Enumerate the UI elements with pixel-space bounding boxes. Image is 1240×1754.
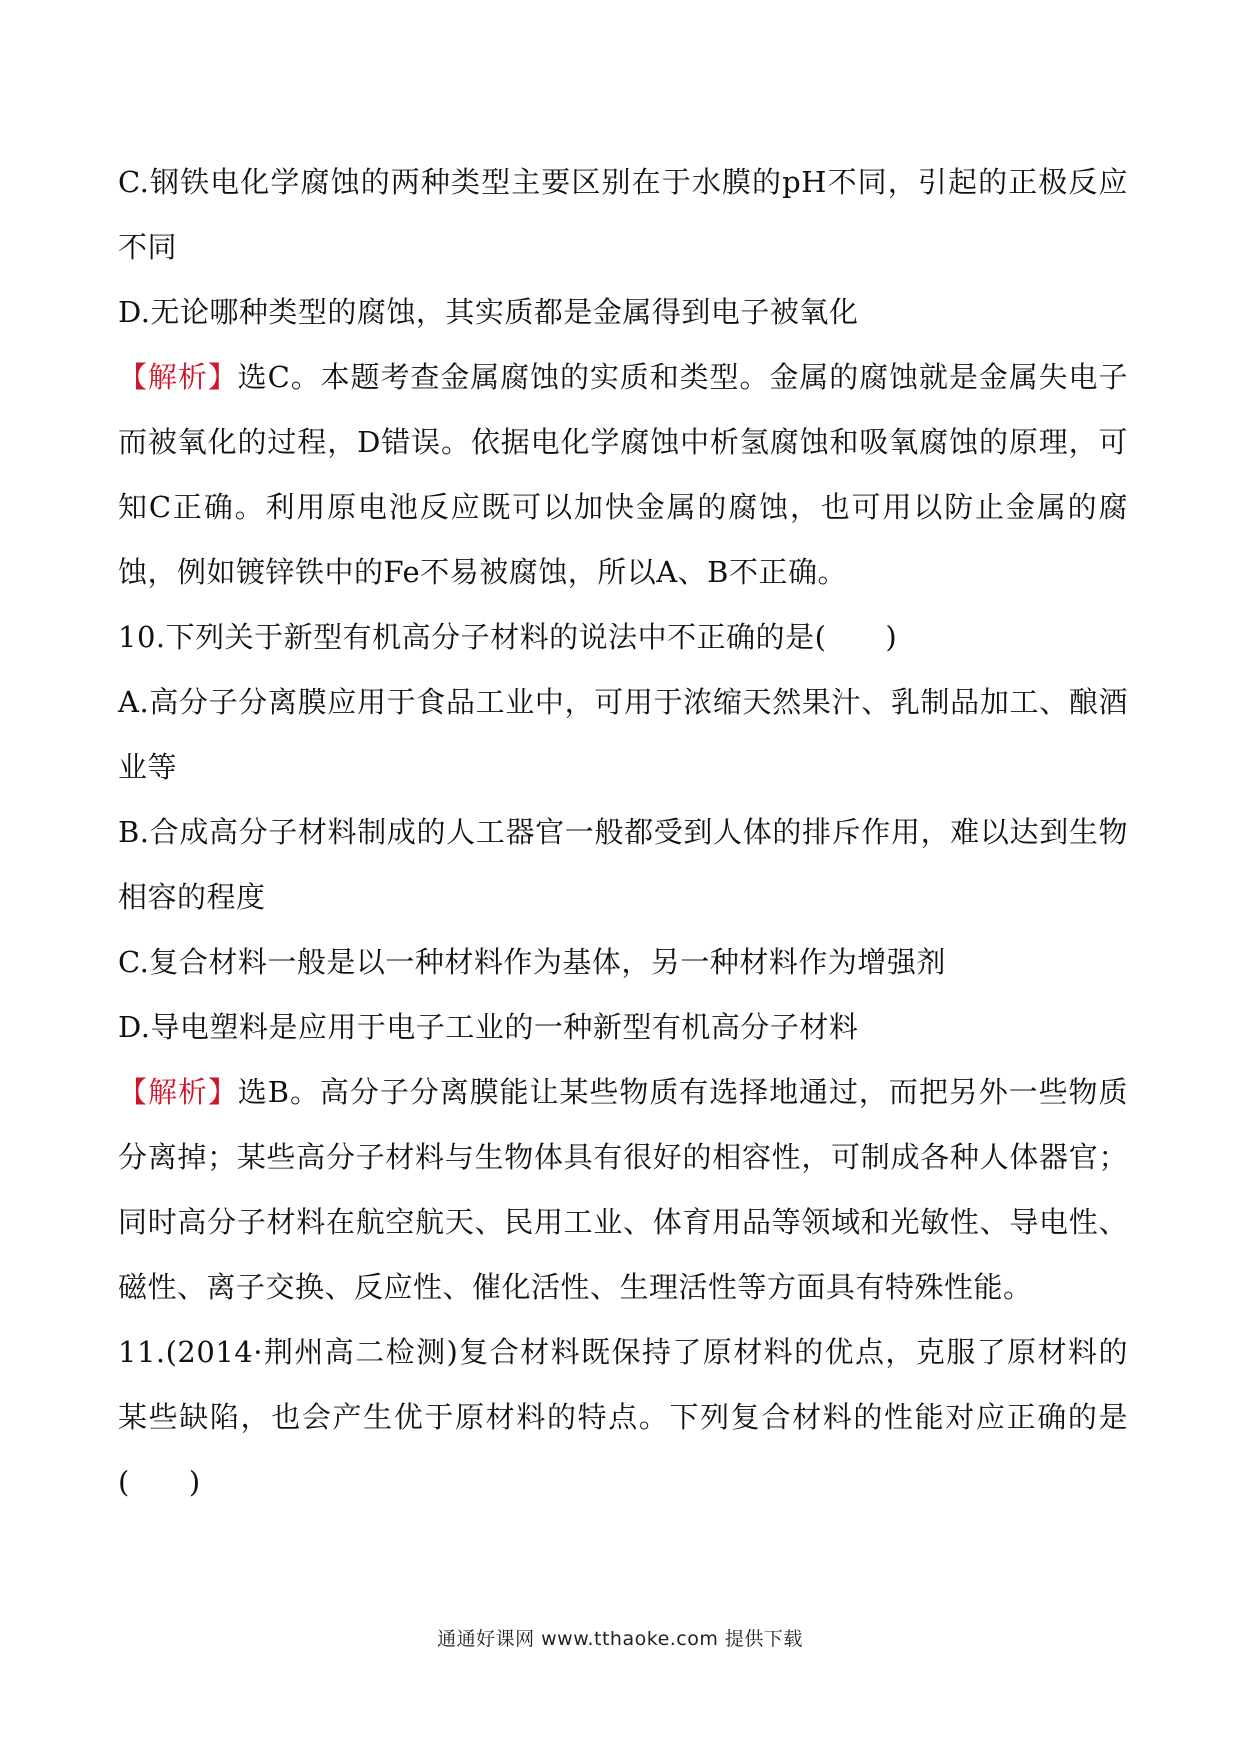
footer-download-note: 通通好课网 www.tthaoke.com 提供下载: [437, 1628, 803, 1650]
analysis-question-10: [118, 1060, 1128, 1320]
paragraph-text: C.钢铁电化学腐蚀的两种类型主要区别在于水膜的pH不同，引起的正极反应不同: [118, 165, 1128, 264]
question-10-option-c: [118, 930, 1128, 995]
analysis-tag: 【解析】: [118, 1075, 238, 1109]
question-10-stem: [118, 605, 1128, 670]
page-footer: [0, 1624, 1240, 1651]
paragraph-text: 选C。本题考查金属腐蚀的实质和类型。金属的腐蚀就是金属失电子而被氧化的过程，D错误。依据电化学腐蚀中析氢腐蚀和吸氧腐蚀的原理，可知C正确。利用原电池反应既可以加快金属的腐蚀，也可用以防止金属的腐蚀，例如镀锌铁中的Fe不易被腐蚀，所以A、B不正确。: [118, 360, 1128, 589]
paragraph-text: D.导电塑料是应用于电子工业的一种新型有机高分子材料: [118, 1010, 859, 1044]
analysis-question-9: [118, 345, 1128, 605]
option-d-corrosion: [118, 280, 1128, 345]
paragraph-text: 11.(2014·荆州高二检测)复合材料既保持了原材料的优点，克服了原材料的某些缺陷，也会产生优于原材料的特点。下列复合材料的性能对应正确的是( ): [118, 1335, 1128, 1499]
paragraph-text: D.无论哪种类型的腐蚀，其实质都是金属得到电子被氧化: [118, 295, 859, 329]
paragraph-text: B.合成高分子材料制成的人工器官一般都受到人体的排斥作用，难以达到生物相容的程度: [118, 815, 1128, 914]
question-10-option-a: [118, 670, 1128, 800]
paragraph-text: 10.下列关于新型有机高分子材料的说法中不正确的是( ): [118, 620, 898, 654]
paragraph-text: A.高分子分离膜应用于食品工业中，可用于浓缩天然果汁、乳制品加工、酿酒业等: [118, 685, 1128, 784]
question-10-option-d: [118, 995, 1128, 1060]
paragraph-text: 选B。高分子分离膜能让某些物质有选择地通过，而把另外一些物质分离掉；某些高分子材料与生物体具有很好的相容性，可制成各种人体器官；同时高分子材料在航空航天、民用工业、体育用品等领域和光敏性、导电性、磁性、离子交换、反应性、催化活性、生理活性等方面具有特殊性能。: [118, 1075, 1128, 1304]
option-c-corrosion: [118, 150, 1128, 280]
question-10-option-b: [118, 800, 1128, 930]
document-body: [118, 150, 1128, 1515]
question-11-stem: [118, 1320, 1128, 1515]
analysis-tag: 【解析】: [118, 360, 238, 394]
paragraph-text: C.复合材料一般是以一种材料作为基体，另一种材料作为增强剂: [118, 945, 946, 979]
